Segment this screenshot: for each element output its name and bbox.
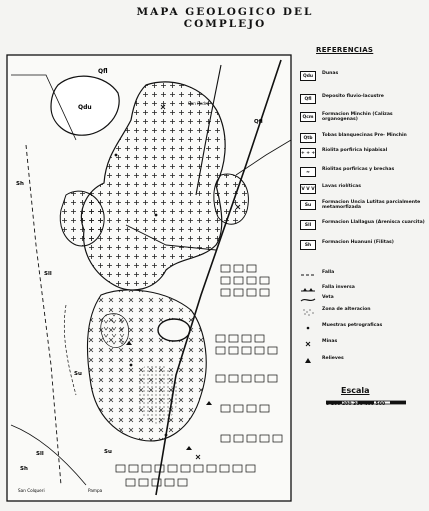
legend-label: Falla [322,270,335,275]
legend-label: Formacion Uncia Lutitas parcialmente metamorfizada [322,200,421,211]
legend-symbol-thrust [300,285,316,295]
geologic-map [6,45,294,503]
map-label: Sh [20,466,28,472]
legend-item [300,323,425,339]
geologic-map-drawing [6,45,294,503]
legend-label: Deposito fluvio-lacustre [322,94,384,99]
map-label: Qdu [78,104,92,111]
legend-item [300,220,425,236]
crater-ring [158,319,190,341]
legend-item [300,167,425,183]
rhyolite-body-west [60,191,104,246]
map-label: Sll [44,271,52,277]
legend-label: Muestras petrograficas [322,323,383,328]
legend-label: Dunas [322,71,339,76]
legend-item [300,200,425,216]
legend-swatch: Qfl [300,94,316,104]
legend-item [300,270,425,286]
legend-swatch: + + + [300,148,316,158]
legend-label: Formacion Huanuni (Filitas) [322,240,394,245]
map-label: Pampa [88,488,103,493]
legend-label: Relieves [322,356,344,361]
legend-swatch: Qdu [300,71,316,81]
legend-symbol-mine [300,339,316,349]
legend-label: Riolitas porfiricas y brechas [322,167,395,172]
legend-item [300,184,425,200]
legend-item [300,339,425,355]
legend-symbol-vein [300,295,316,305]
map-label: San Pedro [188,101,210,106]
scale-ticks: 0 100 200 300 400 500 [326,402,386,407]
page-title: MAPA GEOLOGICO DEL COMPLEJO [136,6,314,30]
legend-symbol-dash [300,270,316,280]
legend-swatch: Qcm [300,112,316,122]
map-label: Qfl [98,68,108,75]
legend-label: Minas [322,339,338,344]
legend-symbol-dots [300,307,316,317]
map-label: Sh [16,181,24,187]
legend-item [300,240,425,256]
legend-swatch: Sh [300,240,316,250]
legend-label: Zona de alteracion [322,307,371,312]
legend-item [300,71,425,87]
scale-title: Escala [341,386,370,395]
legend-label: Falla inversa [322,285,355,290]
legend-swatch: Qtb [300,133,316,143]
legend-label: Formacion Llallagua (Arenisca cuarcita) [322,220,425,225]
legend-label: Riolita porfirica hipabisal [322,148,388,153]
map-label: Su [104,449,112,455]
legend-symbol-dot [300,323,316,333]
legend-swatch: V V V [300,184,316,194]
legend-item [300,94,425,110]
legend-swatch: Sll [300,220,316,230]
map-label: Su [74,371,82,377]
legend-item [300,307,425,323]
legend-label: Formacion Minchin (Calizas organogenas) [322,112,393,123]
legend-label: Veta [322,295,334,300]
legend-swatch: Su [300,200,316,210]
legend-symbol-peak [300,356,316,366]
legend-swatch: ≈ [300,167,316,177]
legend-label: Lavas riolíticas [322,184,361,189]
map-label: Sll [36,451,44,457]
map-label: Qfl [254,119,263,125]
map-label: San Colqueri [18,488,45,493]
legend-label: Tobas blanquecinas Pre- Minchin [322,133,407,138]
legend-item [300,133,425,149]
legend-item [300,148,425,164]
legend-item [300,112,425,128]
legend-heading: REFERENCIAS [316,46,374,54]
rhyolite-body-east [214,174,249,224]
legend-item [300,356,425,372]
